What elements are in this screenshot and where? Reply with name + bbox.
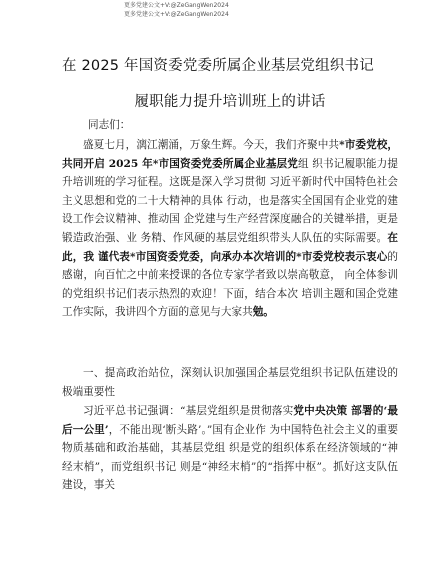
text-run: 盛夏七月，漓江潮涌，万象生辉。今天，我们齐聚中共 bbox=[83, 139, 340, 151]
text-run-bold: *市委党校，共同开启 2025 年 bbox=[62, 139, 399, 170]
watermark-handle: @ZeGangWen2024 bbox=[170, 11, 229, 18]
paragraph-section-1 bbox=[62, 402, 398, 495]
text-run-bold: 勉。 bbox=[252, 306, 274, 319]
salutation: 同志们： bbox=[88, 119, 131, 131]
watermark-handle: @ZeGangWen2024 bbox=[170, 2, 229, 9]
watermark-line bbox=[124, 2, 229, 10]
text-run: 习近平总书记强调：“基层党组织是贯彻落实 bbox=[83, 405, 294, 417]
text-run: 组 织书记履职能力提升培训班的学习征程。这既是深入学习贯彻 习近平新时代中国特色社会主义思想和党的二十大精神的具体 行动，也是落实全国国有企业党的建设工作会议精神、推动国 企党建与生产经营深度融合的关键举措，更是锻造政治强、业 务精、作风硬的基层党组织带头人队伍的实际需要。 bbox=[62, 157, 398, 244]
text-run: 的感谢，向百忙之中前来授课的各位专家学者致以崇高敬意， 向全体参训的党组织书记们表示热烈的欢迎！下面，结合本次 培训主题和国企党建工作实际，我讲四个方面的意见与大家共 bbox=[62, 250, 398, 319]
paragraph-intro bbox=[62, 136, 398, 322]
document-title-line-2: 履职能力提升培训班上的讲话 bbox=[134, 94, 326, 110]
text-run-bold: *市国资委党委所属企业基层党 bbox=[152, 157, 299, 170]
text-run-bold: 在此，我 谨代表*市国资委党委，向承办本次培训的*市委党校表示衷心 bbox=[62, 231, 398, 263]
text-run-bold: 党中央决策 部署的‘最后一公里’ bbox=[62, 405, 398, 436]
text-run: ，不能出现‘断头路’。”国有企业作 为中国特色社会主义的重要物质基础和政治基础，其基层党组 织是党的组织体系在经济领域的“神经末梢”，而党组织书记 则是“神经末梢”的“指挥中枢”。抓好这支队伍建设，事关 bbox=[62, 423, 398, 492]
section-heading-1: 一、提高政治站位，深刻认识加强国企基层党组织书记队伍建设的极端重要性 bbox=[62, 367, 398, 398]
document-title-line-1: 在 2025 年国资委党委所属企业基层党组织书记 bbox=[62, 58, 374, 74]
watermark-line bbox=[124, 11, 229, 19]
watermark-text: 更多党建公文+V: bbox=[124, 2, 171, 9]
watermark-text: 更多党建公文+V: bbox=[124, 11, 171, 18]
